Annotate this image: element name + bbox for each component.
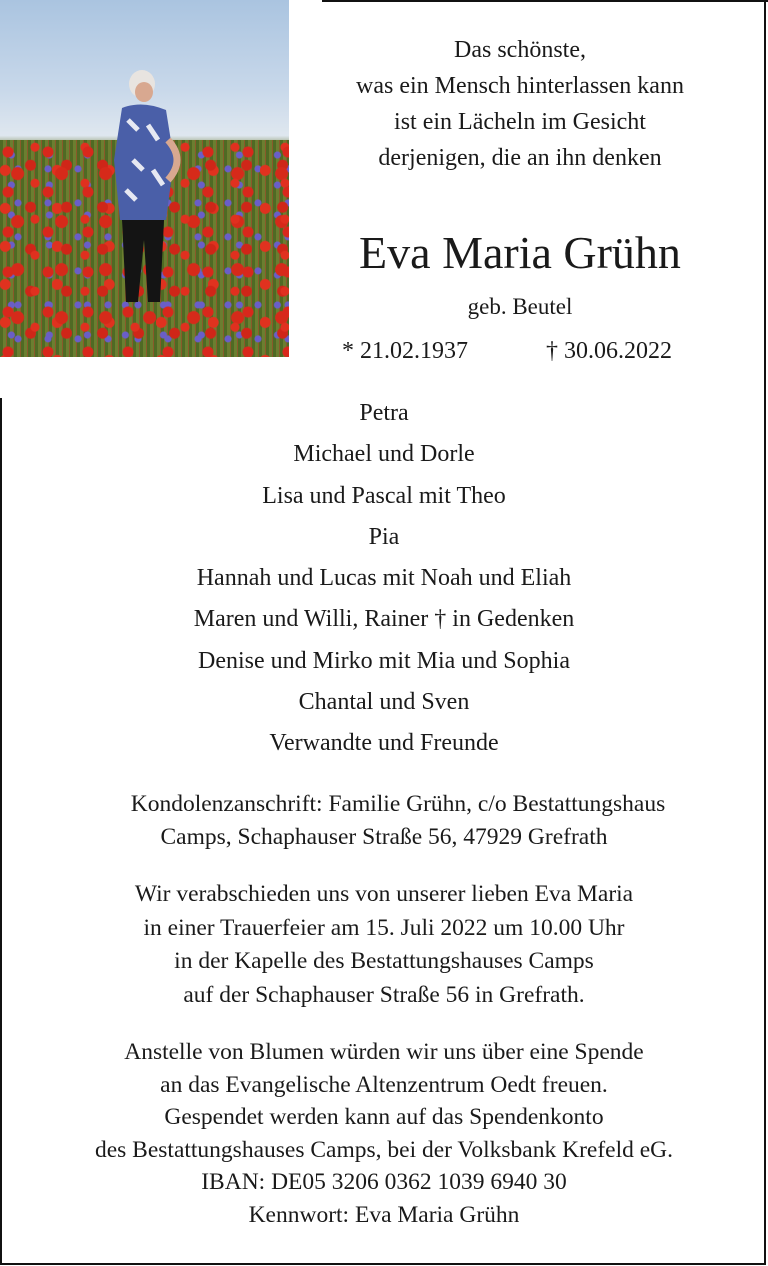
family-line: Denise und Mirko mit Mia und Sophia: [198, 647, 570, 674]
portrait-photo: [0, 0, 289, 357]
family-line: Michael und Dorle: [293, 441, 475, 468]
border-top: [322, 0, 768, 2]
ceremony-line: in der Kapelle des Bestattungshauses Camps: [174, 948, 594, 974]
donation-line: an das Evangelische Altenzentrum Oedt freuen.: [160, 1071, 608, 1098]
family-line: Petra: [359, 400, 409, 426]
condolence-address: [0, 788, 768, 854]
family-line: Maren und Willi, Rainer † in Gedenken: [193, 606, 575, 633]
family-line: Pia: [368, 523, 400, 550]
donation-info: [0, 1036, 768, 1231]
family-list: [0, 393, 768, 765]
family-line: Hannah und Lucas mit Noah und Eliah: [196, 565, 572, 592]
woman-figure: [108, 70, 188, 310]
quote-line: was ein Mensch hinterlassen kann: [356, 73, 684, 99]
iban: IBAN: DE05 3206 0362 1039 6940 30: [201, 1169, 567, 1195]
donation-line: Anstelle von Blumen würden wir uns über eine Spende: [124, 1039, 644, 1065]
ceremony-line: auf der Schaphauser Straße 56 in Grefrath.: [183, 981, 585, 1008]
ceremony-info: [0, 878, 768, 1012]
maiden-name: geb. Beutel: [467, 294, 573, 319]
ceremony-line: Wir verabschieden uns von unserer lieben Eva Maria: [134, 881, 634, 907]
family-line: Lisa und Pascal mit Theo: [262, 482, 506, 509]
quote-line: derjenigen, die an ihn denken: [378, 145, 662, 171]
keyword: Kennwort: Eva Maria Grühn: [248, 1201, 520, 1228]
birth-date: * 21.02.1937: [342, 338, 468, 364]
address-line: Camps, Schaphauser Straße 56, 47929 Grefrath: [160, 824, 608, 850]
address-line: Kondolenzanschrift: Familie Grühn, c/o Bestattungshaus: [130, 791, 666, 817]
quote-line: Das schönste,: [454, 37, 586, 63]
deceased-name: Eva Maria Grühn: [359, 227, 681, 278]
donation-line: Gespendet werden kann auf das Spendenkonto: [164, 1104, 604, 1130]
border-bottom: [0, 1263, 766, 1265]
death-date: † 30.06.2022: [546, 338, 672, 364]
family-line: Verwandte und Freunde: [269, 730, 499, 757]
family-line: Chantal und Sven: [298, 689, 470, 716]
donation-line: des Bestattungshauses Camps, bei der Volksbank Krefeld eG.: [94, 1136, 674, 1163]
quote: [272, 32, 768, 176]
ceremony-line: in einer Trauerfeier am 15. Juli 2022 um 10.00 Uhr: [143, 914, 625, 941]
quote-line: ist ein Lächeln im Gesicht: [394, 109, 646, 135]
